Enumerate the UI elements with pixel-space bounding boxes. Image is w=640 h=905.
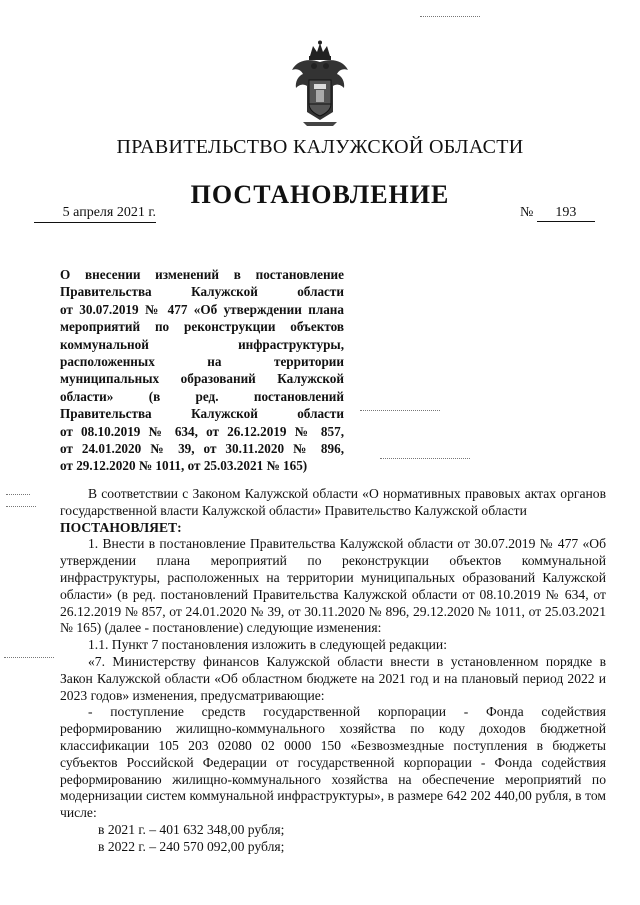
paragraph-1: 1. Внести в постановление Правительства Калужской области от 30.07.2019 № 477 «Об утверждении плана мероприятий по реконструкции объектов коммунальной инфраструктуры, расположенных на территории муниципальных образований Калужской области» (в ред. постановлений Правительства Калужской области от 08.10.2019 № 634, от 26.12.2019 № 857, от 24.01.2020 № 39, от 30.11.2020 № 896, 29.12.2020 № 1011, от 25.03.2021 № 165) (далее - постановление) следующие изменения: <box>60 536 606 636</box>
document-number <box>520 205 595 222</box>
resolves-text: ПОСТАНОВЛЯЕТ: <box>60 519 182 535</box>
subject-line: Правительства Калужской области <box>60 284 344 300</box>
paragraph-7: «7. Министерству финансов Калужской области внести в установленном порядке в Закон Калужской области «Об областном бюджете на 2021 год и на плановый период 2022 и 2023 годов» изменения, предусматривающие: <box>60 653 606 703</box>
subject-line: расположенных на территории <box>60 354 344 370</box>
subject-line: мероприятий по реконструкции объектов <box>60 319 344 335</box>
number-sign: № <box>520 205 534 220</box>
paragraph-income: - поступление средств государственной корпорации - Фонда содействия реформированию жилищно-коммунального хозяйства по коду доходов бюджетной классификации 105 203 02080 02 0000 150 «Безвозмездные поступления в бюджеты субъектов Российской Федерации от государственной корпорации - Фонда содействия реформированию жилищно-коммунального хозяйства на обеспечение мероприятий по модернизации систем коммунальной инфраструктуры», в размере 642 202 440,00 рубля, в том числе: <box>60 704 606 821</box>
scan-noise <box>6 494 30 495</box>
subject-line: от 29.12.2020 № 1011, от 25.03.2021 № 165) <box>60 458 308 474</box>
subject-line: муниципальных образований Калужской <box>60 371 344 387</box>
subject-line: коммунальной инфраструктуры, <box>60 336 344 352</box>
coat-of-arms-icon <box>289 40 351 128</box>
subject-line: области» (в ред. постановлений <box>60 388 344 404</box>
scan-noise <box>420 16 480 17</box>
amount-2021: в 2021 г. – 401 632 348,00 рубля; <box>98 821 285 837</box>
scan-noise <box>380 458 470 459</box>
subject-line: О внесении изменений в постановление <box>60 267 344 282</box>
scan-noise <box>4 657 54 658</box>
amount-2022: в 2022 г. – 240 570 092,00 рубля; <box>98 838 285 854</box>
paragraph-1-1: 1.1. Пункт 7 постановления изложить в следующей редакции: <box>88 637 447 653</box>
government-title: ПРАВИТЕЛЬСТВО КАЛУЖСКОЙ ОБЛАСТИ <box>116 136 524 158</box>
document-subject <box>60 266 344 475</box>
subject-line: от 30.07.2019 № 477 «Об утверждении плана <box>60 301 344 317</box>
resolves-heading <box>60 520 606 537</box>
scan-noise <box>360 410 440 411</box>
document-body <box>60 486 606 856</box>
scan-noise <box>6 506 36 507</box>
subject-line: от 24.01.2020 № 39, от 30.11.2020 № 896, <box>60 441 344 457</box>
preamble-paragraph <box>60 486 606 520</box>
document-date: 5 апреля 2021 г. <box>34 205 156 223</box>
document-type: ПОСТАНОВЛЕНИЕ <box>190 180 450 209</box>
number-value: 193 <box>537 205 595 222</box>
subject-line: Правительства Калужской области <box>60 406 344 422</box>
subject-line: от 08.10.2019 № 634, от 26.12.2019 № 857, <box>60 423 344 439</box>
preamble-text: В соответствии с Законом Калужской области «О нормативных правовых актах органов государственной власти Калужской области» Правительство Калужской области <box>60 486 606 518</box>
